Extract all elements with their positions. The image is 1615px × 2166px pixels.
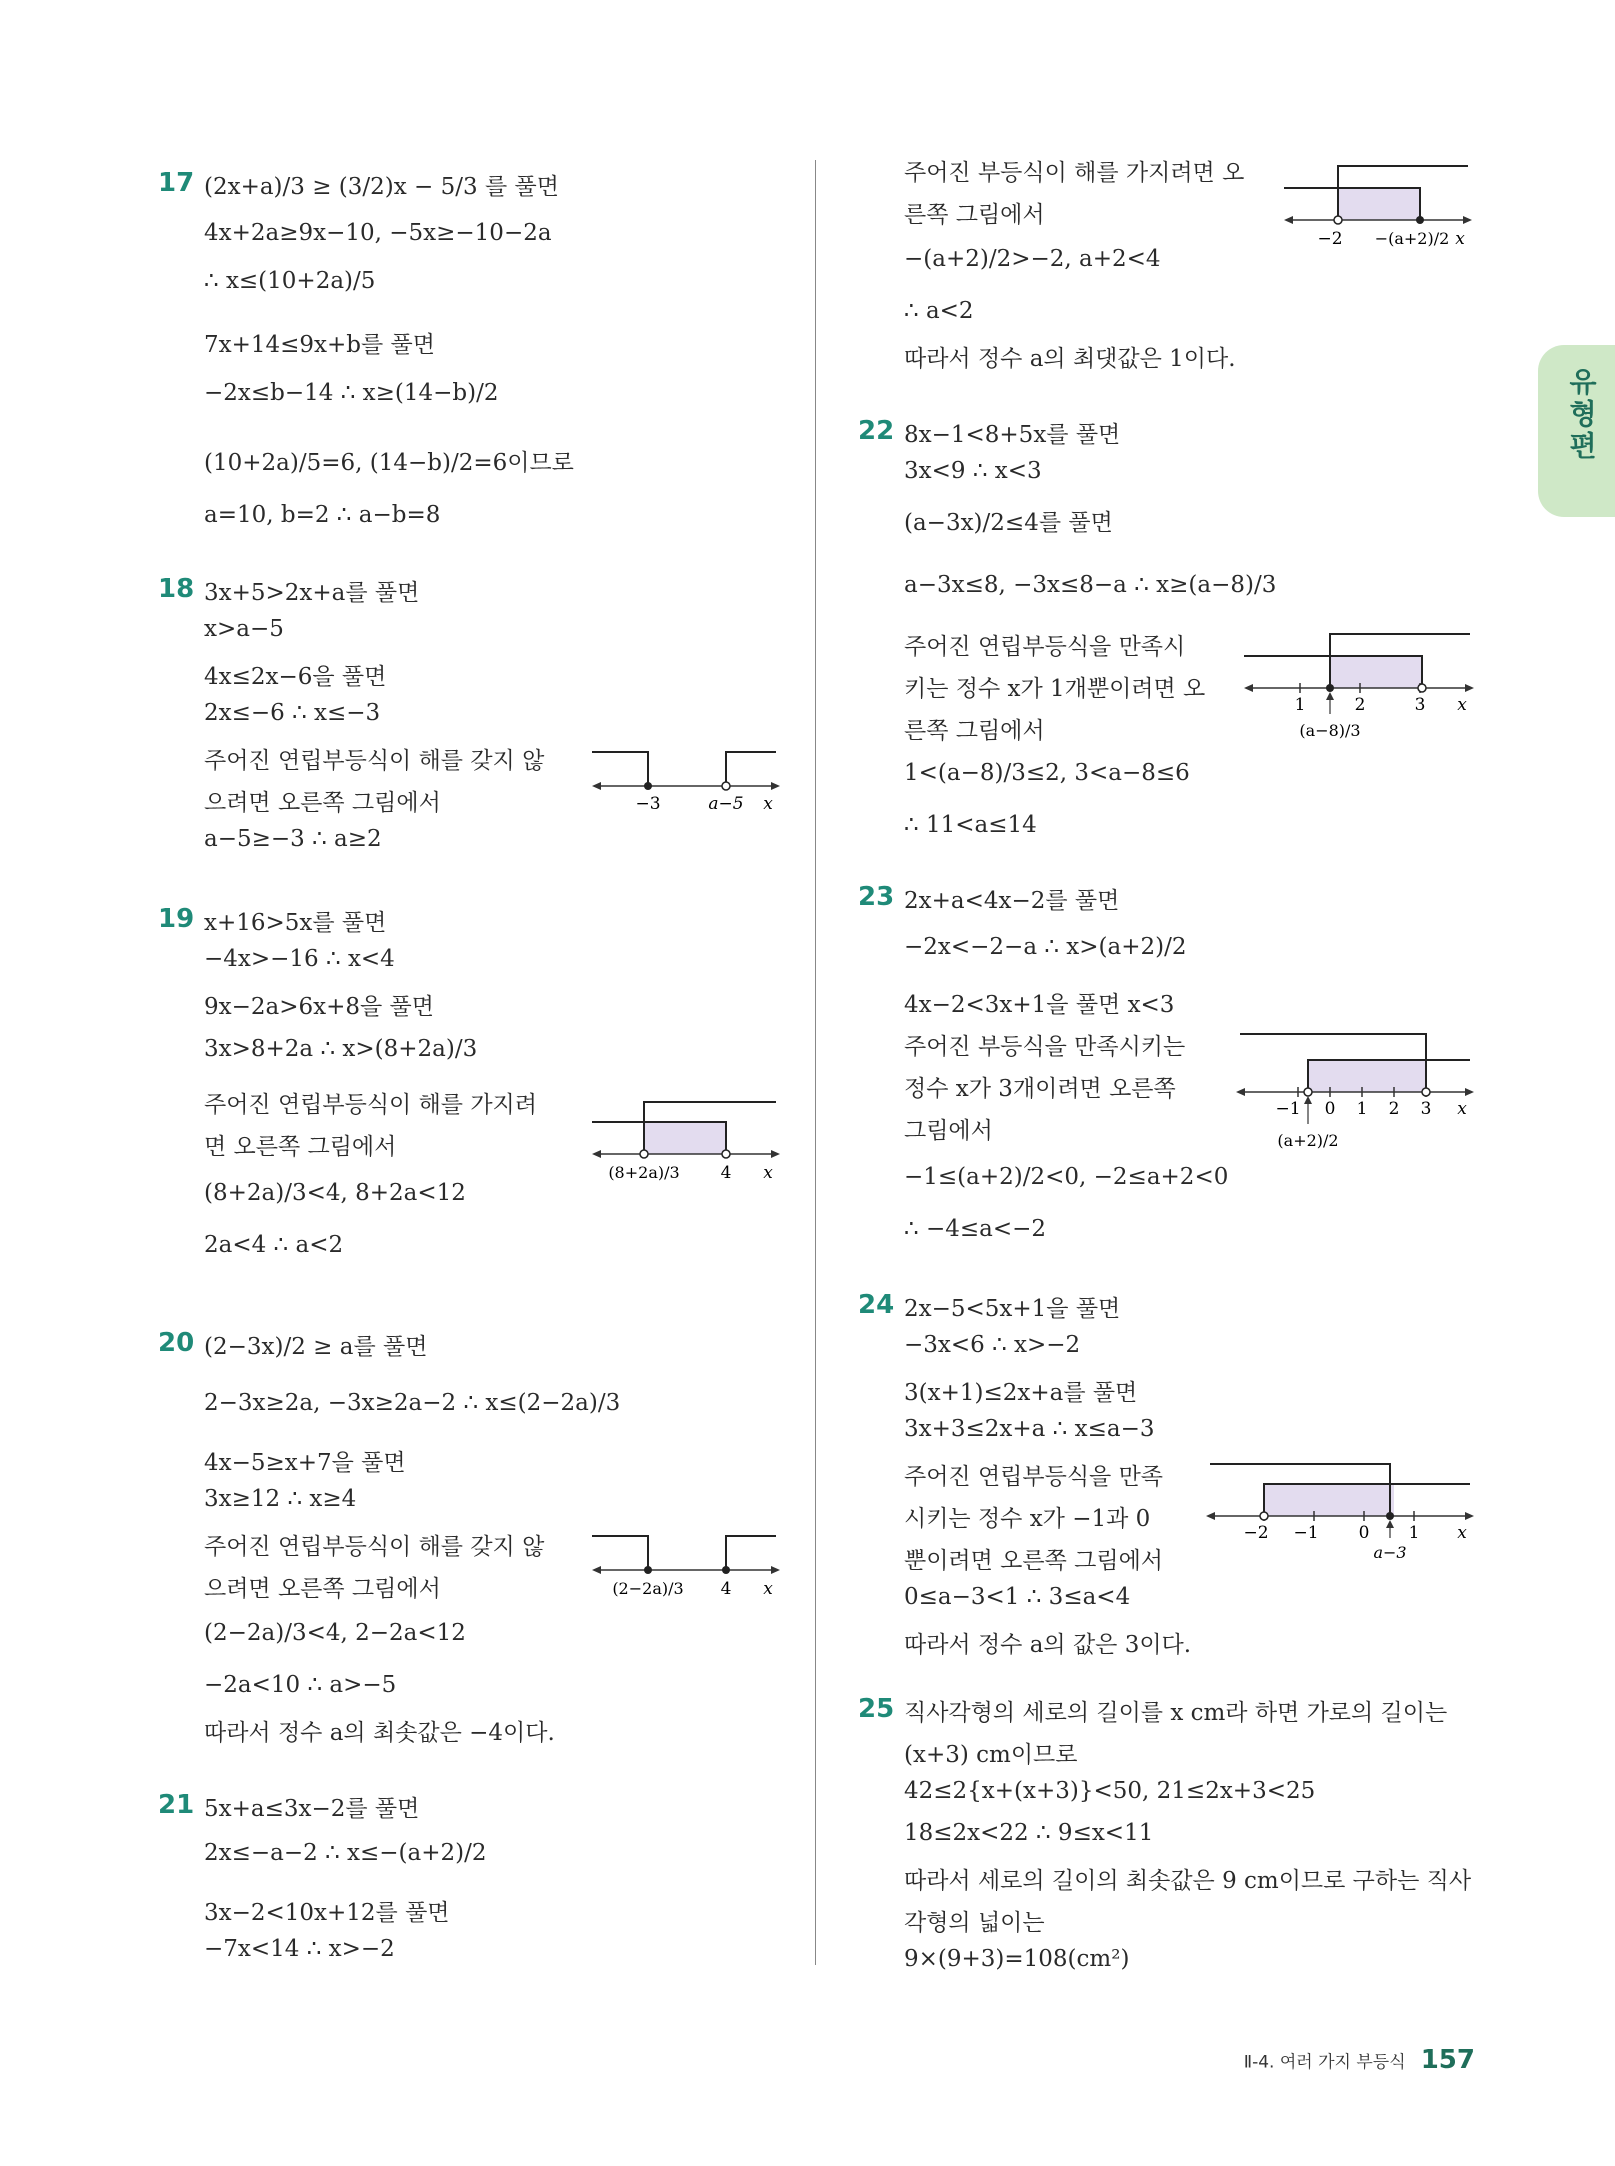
- axis-variable-label: x: [763, 794, 773, 814]
- solution-line: 시키는 정수 x가 −1과 0: [904, 1506, 1151, 1532]
- tick-label: −3: [635, 794, 661, 814]
- solution-line: 3x−2<10x+12를 풀면: [204, 1900, 450, 1926]
- solution-line: (2x+a)/3 ≥ (3/2)x − 5/3 를 풀면: [204, 174, 559, 200]
- solution-line: 2x−5<5x+1을 풀면: [904, 1296, 1121, 1322]
- closed-point: [644, 782, 652, 790]
- solution-line: 직사각형의 세로의 길이를 x cm라 하면 가로의 길이는: [904, 1700, 1448, 1726]
- solution-line: 3x+5>2x+a를 풀면: [204, 580, 420, 606]
- solution-line: 2x+a<4x−2를 풀면: [904, 888, 1120, 914]
- arrow-left-icon: [592, 1150, 601, 1158]
- number-line-diagram-19: [592, 1096, 782, 1210]
- overlap-region: [1264, 1484, 1394, 1516]
- solution-line: −1≤(a+2)/2<0, −2≤a+2<0: [904, 1164, 1229, 1190]
- solution-line: 주어진 연립부등식이 해를 갖지 않: [204, 748, 545, 774]
- arrow-left-icon: [1284, 216, 1293, 224]
- solution-ray-left: [592, 1536, 648, 1570]
- solution-line: 따라서 정수 a의 값은 3이다.: [904, 1632, 1192, 1658]
- solution-ray-right: [726, 1536, 776, 1570]
- arrow-right-icon: [1463, 216, 1472, 224]
- solution-line: 2x≤−a−2 ∴ x≤−(a+2)/2: [204, 1840, 487, 1866]
- solution-line: 2−3x≥2a, −3x≥2a−2 ∴ x≤(2−2a)/3: [204, 1390, 621, 1416]
- number-line-svg: [592, 1530, 782, 1620]
- number-line-diagram-23: [1236, 1028, 1476, 1182]
- solution-line: 주어진 연립부등식이 해를 가지려: [204, 1092, 537, 1118]
- arrow-right-icon: [1465, 684, 1474, 692]
- axis-variable-label: x: [1457, 695, 1467, 715]
- solution-line: −3x<6 ∴ x>−2: [904, 1332, 1081, 1358]
- tick-label: 3: [1414, 695, 1426, 715]
- arrow-right-icon: [1465, 1512, 1474, 1520]
- overlap-region: [1308, 1060, 1426, 1092]
- solution-line: 18≤2x<22 ∴ 9≤x<11: [904, 1820, 1154, 1846]
- solution-line: −2x≤b−14 ∴ x≥(14−b)/2: [204, 380, 499, 406]
- solution-line: 따라서 세로의 길이의 최솟값은 9 cm이므로 구하는 직사: [904, 1868, 1472, 1894]
- solution-line: 3x<9 ∴ x<3: [904, 458, 1042, 484]
- tick-label: 0: [1324, 1099, 1336, 1119]
- solution-line: −7x<14 ∴ x>−2: [204, 1936, 395, 1962]
- tick-label: a−5: [708, 794, 744, 814]
- problem-number: 20: [158, 1328, 195, 1358]
- solution-line: (8+2a)/3<4, 8+2a<12: [204, 1180, 466, 1206]
- solution-line: (2−2a)/3<4, 2−2a<12: [204, 1620, 466, 1646]
- solution-line: 2x≤−6 ∴ x≤−3: [204, 700, 381, 726]
- arrow-left-icon: [1236, 1088, 1245, 1096]
- page-footer: [1244, 2045, 1475, 2075]
- tick-label: 2: [1354, 695, 1366, 715]
- solution-line: 으려면 오른쪽 그림에서: [204, 790, 441, 816]
- axis-variable-label: x: [1457, 1099, 1467, 1119]
- number-line-svg: [1284, 160, 1474, 270]
- number-line-svg: [1236, 1028, 1476, 1178]
- tick-label: −1: [1293, 1523, 1319, 1543]
- solution-line: 4x+2a≥9x−10, −5x≥−10−2a: [204, 220, 552, 246]
- problem-number: 17: [158, 168, 195, 198]
- solution-line: 주어진 연립부등식이 해를 갖지 않: [204, 1534, 545, 1560]
- solution-line: 그림에서: [904, 1118, 993, 1144]
- closed-point: [722, 1566, 730, 1574]
- open-point: [1260, 1512, 1268, 1520]
- tick-label: 4: [720, 1579, 732, 1599]
- solution-ray-left: [592, 752, 648, 786]
- open-point: [1418, 684, 1426, 692]
- arrow-left-icon: [1206, 1512, 1215, 1520]
- solution-line: 따라서 정수 a의 최솟값은 −4이다.: [204, 1720, 555, 1746]
- solution-line: (a−3x)/2≤4를 풀면: [904, 510, 1113, 536]
- closed-point: [1326, 684, 1334, 692]
- open-point: [722, 1150, 730, 1158]
- axis-variable-label: x: [1455, 229, 1465, 249]
- pointer-arrow-icon: [1326, 692, 1334, 700]
- tick-label: (8+2a)/3: [608, 1163, 680, 1182]
- solution-line: 정수 x가 3개이려면 오른쪽: [904, 1076, 1176, 1102]
- solution-line: 42≤2{x+(x+3)}<50, 21≤2x+3<25: [904, 1778, 1316, 1804]
- solution-line: ∴ 11<a≤14: [904, 812, 1037, 838]
- pointer-label: a−3: [1373, 1543, 1407, 1562]
- solution-line: 뿐이려면 오른쪽 그림에서: [904, 1548, 1164, 1574]
- tick-label: −(a+2)/2: [1374, 229, 1450, 248]
- solution-line: 각형의 넓이는: [904, 1910, 1045, 1936]
- solution-line: 5x+a≤3x−2를 풀면: [204, 1796, 420, 1822]
- arrow-right-icon: [1465, 1088, 1474, 1096]
- arrow-left-icon: [592, 782, 601, 790]
- number-line-svg: [592, 746, 782, 816]
- solution-ray-right: [726, 752, 776, 786]
- solution-line: a=10, b=2 ∴ a−b=8: [204, 502, 441, 528]
- solution-line: ∴ a<2: [904, 298, 974, 324]
- arrow-right-icon: [771, 1150, 780, 1158]
- solution-line: (2−3x)/2 ≥ a를 풀면: [204, 1334, 428, 1360]
- tick-label: 3: [1420, 1099, 1432, 1119]
- solution-line: 3x+3≤2x+a ∴ x≤a−3: [904, 1416, 1155, 1442]
- problem-number: 25: [858, 1694, 895, 1724]
- tick-label: −2: [1243, 1523, 1269, 1543]
- number-line-svg: [1244, 628, 1476, 768]
- overlap-region: [1338, 188, 1420, 220]
- pointer-label: (a−8)/3: [1299, 721, 1361, 740]
- solution-line: 8x−1<8+5x를 풀면: [904, 422, 1121, 448]
- solution-line: a−3x≤8, −3x≤8−a ∴ x≥(a−8)/3: [904, 572, 1277, 598]
- solution-line: 른쪽 그림에서: [904, 202, 1045, 228]
- problem-number: 22: [858, 416, 895, 446]
- solution-line: 주어진 부등식을 만족시키는: [904, 1034, 1186, 1060]
- open-point: [722, 782, 730, 790]
- solution-line: 2a<4 ∴ a<2: [204, 1232, 344, 1258]
- arrow-left-icon: [1244, 684, 1253, 692]
- footer-section-title: Ⅱ-4. 여러 가지 부등식: [1243, 2052, 1406, 2073]
- tick-label: 0: [1358, 1523, 1370, 1543]
- arrow-right-icon: [771, 1566, 780, 1574]
- solution-line: 4x−2<3x+1을 풀면 x<3: [904, 992, 1175, 1018]
- open-point: [1304, 1088, 1312, 1096]
- solution-line: 3x>8+2a ∴ x>(8+2a)/3: [204, 1036, 478, 1062]
- number-line-diagram-21: [1284, 160, 1474, 274]
- problem-number: 18: [158, 574, 195, 604]
- solution-line: −4x>−16 ∴ x<4: [204, 946, 395, 972]
- solution-line: 7x+14≤9x+b를 풀면: [204, 332, 435, 358]
- closed-point: [1416, 216, 1424, 224]
- pointer-arrow-icon: [1304, 1096, 1312, 1104]
- problem-number: 24: [858, 1290, 895, 1320]
- solution-line: x>a−5: [204, 616, 284, 642]
- axis-variable-label: x: [763, 1579, 773, 1599]
- solution-line: 으려면 오른쪽 그림에서: [204, 1576, 441, 1602]
- solution-line: −2x<−2−a ∴ x>(a+2)/2: [904, 934, 1187, 960]
- pointer-arrow-icon: [1386, 1520, 1394, 1528]
- problem-number: 23: [858, 882, 895, 912]
- solution-line: (x+3) cm이므로: [904, 1742, 1078, 1768]
- axis-variable-label: x: [763, 1163, 773, 1183]
- section-side-tab: [1538, 345, 1615, 517]
- solution-line: 따라서 정수 a의 최댓값은 1이다.: [904, 346, 1236, 372]
- solution-line: 4x≤2x−6을 풀면: [204, 664, 387, 690]
- column-divider: [815, 160, 816, 1965]
- solution-line: 주어진 부등식이 해를 가지려면 오: [904, 160, 1245, 186]
- solution-line: 키는 정수 x가 1개뿐이려면 오: [904, 676, 1206, 702]
- solution-line: 4x−5≥x+7을 풀면: [204, 1450, 406, 1476]
- pointer-label: (a+2)/2: [1277, 1131, 1339, 1150]
- overlap-region: [1330, 656, 1422, 688]
- tick-label: (2−2a)/3: [612, 1579, 684, 1598]
- solution-line: 른쪽 그림에서: [904, 718, 1045, 744]
- tick-label: 4: [720, 1163, 732, 1183]
- solution-line: 3(x+1)≤2x+a를 풀면: [904, 1380, 1138, 1406]
- solution-line: 주어진 연립부등식을 만족: [904, 1464, 1164, 1490]
- tick-label: 1: [1408, 1523, 1420, 1543]
- solution-line: 1<(a−8)/3≤2, 3<a−8≤6: [904, 760, 1190, 786]
- overlap-region: [644, 1122, 726, 1154]
- open-point: [640, 1150, 648, 1158]
- number-line-svg: [1206, 1452, 1476, 1572]
- closed-point: [644, 1566, 652, 1574]
- solution-line: ∴ x≤(10+2a)/5: [204, 268, 376, 294]
- solution-line: 0≤a−3<1 ∴ 3≤a<4: [904, 1584, 1131, 1610]
- solution-line: −(a+2)/2>−2, a+2<4: [904, 246, 1161, 272]
- solution-line: a−5≥−3 ∴ a≥2: [204, 826, 382, 852]
- open-point: [1422, 1088, 1430, 1096]
- number-line-diagram-18: [592, 746, 782, 820]
- solution-line: ∴ −4≤a<−2: [904, 1216, 1047, 1242]
- solution-line: 9x−2a>6x+8을 풀면: [204, 994, 434, 1020]
- arrow-right-icon: [771, 782, 780, 790]
- number-line-diagram-20: [592, 1530, 782, 1624]
- number-line-diagram-24: [1206, 1452, 1476, 1576]
- solution-line: (10+2a)/5=6, (14−b)/2=6이므로: [204, 450, 574, 476]
- solution-line: x+16>5x를 풀면: [204, 910, 387, 936]
- solution-line: 9×(9+3)=108(cm²): [904, 1946, 1130, 1972]
- problem-number: 19: [158, 904, 195, 934]
- closed-point: [1386, 1512, 1394, 1520]
- tick-label: 1: [1294, 695, 1306, 715]
- solution-line: 3x≥12 ∴ x≥4: [204, 1486, 357, 1512]
- tick-label: −1: [1275, 1099, 1301, 1119]
- tick-label: 2: [1388, 1099, 1400, 1119]
- page-number: 157: [1420, 2045, 1475, 2075]
- problem-number: 21: [158, 1790, 195, 1820]
- solution-line: 면 오른쪽 그림에서: [204, 1134, 397, 1160]
- solution-line: −2a<10 ∴ a>−5: [204, 1672, 397, 1698]
- solution-line: 주어진 연립부등식을 만족시: [904, 634, 1186, 660]
- tick-label: −2: [1317, 229, 1343, 249]
- open-point: [1334, 216, 1342, 224]
- arrow-left-icon: [592, 1566, 601, 1574]
- side-tab-label: 유형편: [1565, 367, 1598, 463]
- axis-variable-label: x: [1457, 1523, 1467, 1543]
- tick-label: 1: [1356, 1099, 1368, 1119]
- number-line-diagram-22: [1244, 628, 1476, 772]
- number-line-svg: [592, 1096, 782, 1206]
